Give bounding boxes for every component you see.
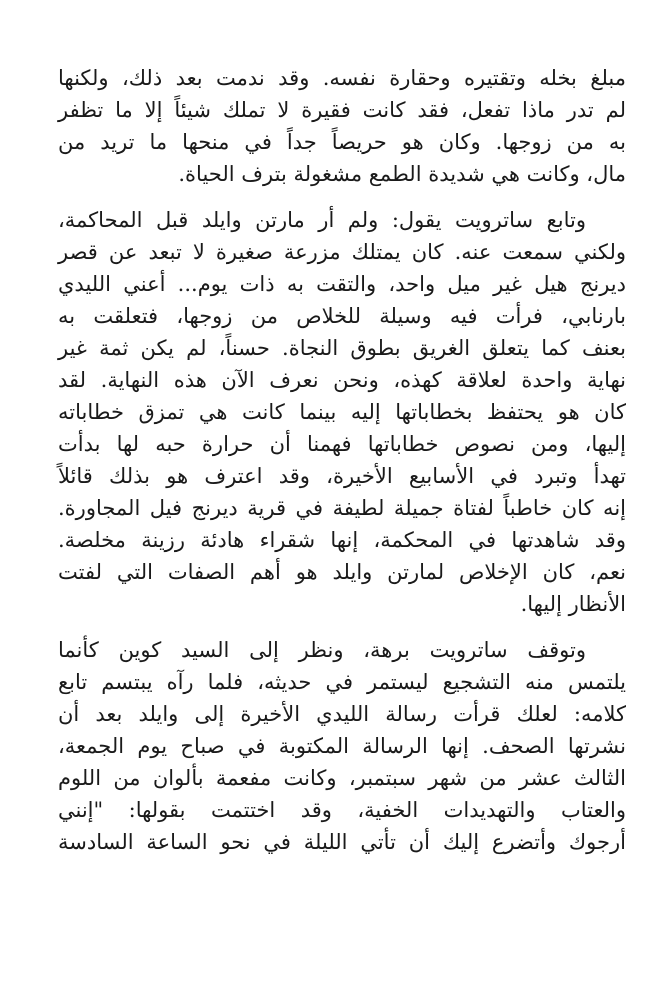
text-line: مال، وكانت هي شديدة الطمع مشغولة بترف الحياة. [178, 162, 626, 186]
text-line: وتوقف ساترويت برهة، ونظر إلى السيد كوين كأنما [58, 638, 586, 662]
text-line: نعم، كان الإخلاص لمارتن وايلد هو أهم الصفات التي لفتت [58, 560, 626, 584]
text-line: تهدأ وتبرد في الأسابيع الأخيرة، وقد اعترف هو بذلك قائلاً [58, 464, 626, 488]
text-line: لم تدر ماذا تفعل، فقد كانت فقيرة لا تملك شيئاً إلا ما تظفر [58, 98, 626, 122]
paragraph-3 [58, 634, 626, 858]
text-line: ولكني سمعت عنه. كان يمتلك مزرعة صغيرة لا تبعد عن قصر [58, 240, 626, 264]
text-line: إنه كان خاطباً لفتاة جميلة لطيفة في قرية ديرنج فيل المجاورة. [58, 496, 626, 520]
paragraph-1 [58, 62, 626, 190]
paragraph-2 [58, 204, 626, 620]
text-line: وقد شاهدتها في المحكمة، إنها شقراء هادئة رزينة مخلصة. [58, 528, 626, 552]
text-line: يلتمس منه التشجيع ليستمر في حديثه، فلما رآه يبتسم تابع [58, 670, 626, 694]
text-line: مبلغ بخله وتقتيره وحقارة نفسه. وقد ندمت بعد ذلك، ولكنها [58, 66, 626, 90]
text-line: به من زوجها. وكان هو حريصاً جداً في منحها ما تريد من [58, 130, 626, 154]
text-line: كان هو يحتفظ بخطاباتها إليه بينما كانت هي تمزق خطاباته [58, 400, 626, 424]
book-page [58, 62, 626, 872]
text-line: إليها، ومن نصوص خطاباتها فهمنا أن حرارة حبه لها بدأت [58, 432, 626, 456]
text-line: الأنظار إليها. [520, 592, 626, 616]
text-line: وتابع ساترويت يقول: ولم أر مارتن وايلد قبل المحاكمة، [58, 208, 586, 232]
text-line: ديرنج هيل غير ميل واحد، والتقت به ذات يوم... أعني الليدي [58, 272, 626, 296]
text-line: أرجوك وأتضرع إليك أن تأتي الليلة في نحو الساعة السادسة [58, 830, 626, 854]
text-line: الثالث عشر من شهر سبتمبر، وكانت مفعمة بألوان من اللوم [58, 766, 626, 790]
text-line: نشرتها الصحف. إنها الرسالة المكتوبة في صباح يوم الجمعة، [58, 734, 626, 758]
text-line: بعنف كما يتعلق الغريق بطوق النجاة. حسناً، لم يكن ثمة غير [58, 336, 626, 360]
text-line: نهاية واحدة لعلاقة كهذه، ونحن نعرف الآن هذه النهاية. لقد [58, 368, 626, 392]
text-line: كلامه: لعلك قرأت رسالة الليدي الأخيرة إلى وايلد بعد أن [58, 702, 626, 726]
text-line: بارنابي، فرأت فيه وسيلة للخلاص من زوجها، فتعلقت به [58, 304, 626, 328]
text-line: والعتاب والتهديدات الخفية، وقد اختتمت بقولها: "إنني [58, 798, 626, 822]
